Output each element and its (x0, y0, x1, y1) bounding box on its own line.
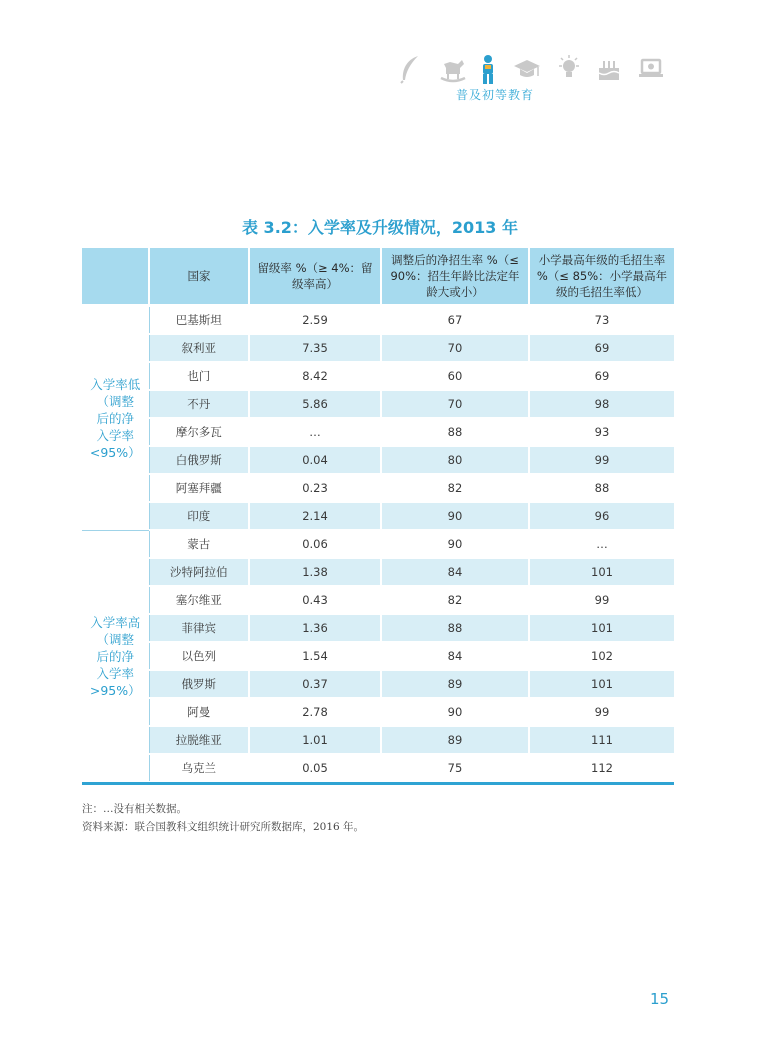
country-cell: 以色列 (149, 642, 249, 670)
country-cell: 不丹 (149, 390, 249, 418)
table-row (82, 586, 674, 614)
table-row (82, 530, 674, 558)
net-intake-rate-cell: 82 (381, 586, 529, 614)
table-header-row (82, 248, 674, 306)
group-label-line: 入学率 (96, 665, 134, 681)
table-row (82, 418, 674, 446)
gross-intake-cell: 93 (529, 418, 674, 446)
repetition-rate-cell: 2.59 (249, 306, 381, 335)
header-group-cell (82, 248, 149, 306)
repetition-rate-cell: 1.36 (249, 614, 381, 642)
repetition-rate-cell: 8.42 (249, 362, 381, 390)
repetition-rate-cell: 2.14 (249, 502, 381, 530)
table-row (82, 502, 674, 530)
country-cell: 阿曼 (149, 698, 249, 726)
net-intake-rate-cell: 90 (381, 698, 529, 726)
net-intake-rate-cell: 89 (381, 670, 529, 698)
gross-intake-cell: 88 (529, 474, 674, 502)
country-cell: 拉脱维亚 (149, 726, 249, 754)
laptop-icon (636, 54, 666, 84)
table-row (82, 698, 674, 726)
header-gross-intake-last-grade: 小学最高年级的毛招生率 %（≤ 85%：小学最高年级的毛招生率低） (529, 248, 674, 306)
cake-icon (596, 54, 622, 84)
group-label-line: 入学率低 (90, 376, 141, 392)
table-row (82, 726, 674, 754)
gross-intake-cell: 112 (529, 754, 674, 782)
table-row (82, 362, 674, 390)
repetition-rate-cell: … (249, 418, 381, 446)
table-title: 表 3.2：入学率及升级情况，2013 年 (241, 218, 519, 237)
header-net-intake-rate: 调整后的净招生率 %（≤ 90%：招生年龄比法定年龄大或小） (381, 248, 529, 306)
repetition-rate-cell: 2.78 (249, 698, 381, 726)
table-notes (82, 800, 364, 836)
net-intake-rate-cell: 88 (381, 418, 529, 446)
table-row (82, 474, 674, 502)
group-label-line: （调整 (96, 631, 134, 647)
group-label-line: 后的净 (96, 410, 134, 426)
repetition-rate-cell: 1.38 (249, 558, 381, 586)
gross-intake-cell: 99 (529, 586, 674, 614)
table-row (82, 390, 674, 418)
feather-icon (398, 54, 424, 84)
group-label (82, 530, 149, 782)
net-intake-rate-cell: 84 (381, 558, 529, 586)
net-intake-rate-cell: 67 (381, 306, 529, 335)
table-row (82, 754, 674, 782)
country-cell: 白俄罗斯 (149, 446, 249, 474)
net-intake-rate-cell: 80 (381, 446, 529, 474)
group-label-line: 后的净 (96, 648, 134, 664)
note-source: 资料来源：联合国教科文组织统计研究所数据库，2016 年。 (82, 821, 365, 833)
table-bottom-rule (82, 782, 674, 785)
gross-intake-cell: 98 (529, 390, 674, 418)
group-label (82, 306, 149, 531)
repetition-rate-cell: 1.54 (249, 642, 381, 670)
net-intake-rate-cell: 60 (381, 362, 529, 390)
table-row (82, 306, 674, 335)
page-number: 15 (650, 990, 670, 1008)
table-row (82, 614, 674, 642)
section-label: 普及初等教育 (455, 88, 534, 102)
note-missing-data: 注：…没有相关数据。 (82, 803, 187, 815)
country-cell: 阿塞拜疆 (149, 474, 249, 502)
gross-intake-cell: 69 (529, 334, 674, 362)
repetition-rate-cell: 0.06 (249, 530, 381, 558)
group-label-line: （调整 (96, 393, 134, 409)
enrollment-table (82, 248, 674, 783)
header-country: 国家 (149, 248, 249, 306)
graduation-cap-icon (512, 54, 542, 84)
gross-intake-cell: 99 (529, 698, 674, 726)
country-cell: 巴基斯坦 (149, 306, 249, 335)
gross-intake-cell: 73 (529, 306, 674, 335)
rocking-horse-icon (438, 54, 468, 84)
header-repetition-rate: 留级率 %（≥ 4%：留级率高） (249, 248, 381, 306)
repetition-rate-cell: 0.43 (249, 586, 381, 614)
net-intake-rate-cell: 70 (381, 390, 529, 418)
header-icon-strip (398, 54, 678, 88)
gross-intake-cell: 101 (529, 614, 674, 642)
gross-intake-cell: 102 (529, 642, 674, 670)
net-intake-rate-cell: 88 (381, 614, 529, 642)
gross-intake-cell: 101 (529, 558, 674, 586)
repetition-rate-cell: 0.04 (249, 446, 381, 474)
country-cell: 乌克兰 (149, 754, 249, 782)
country-cell: 摩尔多瓦 (149, 418, 249, 446)
table-row (82, 334, 674, 362)
country-cell: 俄罗斯 (149, 670, 249, 698)
repetition-rate-cell: 7.35 (249, 334, 381, 362)
gross-intake-cell: … (529, 530, 674, 558)
repetition-rate-cell: 5.86 (249, 390, 381, 418)
net-intake-rate-cell: 90 (381, 530, 529, 558)
country-cell: 塞尔维亚 (149, 586, 249, 614)
net-intake-rate-cell: 84 (381, 642, 529, 670)
table-row (82, 558, 674, 586)
country-cell: 菲律宾 (149, 614, 249, 642)
gross-intake-cell: 69 (529, 362, 674, 390)
table-row (82, 446, 674, 474)
repetition-rate-cell: 0.23 (249, 474, 381, 502)
table-row (82, 642, 674, 670)
repetition-rate-cell: 0.37 (249, 670, 381, 698)
country-cell: 叙利亚 (149, 334, 249, 362)
child-icon (478, 54, 498, 86)
net-intake-rate-cell: 75 (381, 754, 529, 782)
repetition-rate-cell: 0.05 (249, 754, 381, 782)
group-label-line: >95%） (89, 682, 141, 698)
gross-intake-cell: 111 (529, 726, 674, 754)
group-label-line: 入学率高 (90, 614, 141, 630)
gross-intake-cell: 99 (529, 446, 674, 474)
country-cell: 印度 (149, 502, 249, 530)
net-intake-rate-cell: 89 (381, 726, 529, 754)
lightbulb-icon (556, 54, 582, 84)
group-label-line: 入学率 (96, 427, 134, 443)
net-intake-rate-cell: 82 (381, 474, 529, 502)
country-cell: 也门 (149, 362, 249, 390)
table-row (82, 670, 674, 698)
net-intake-rate-cell: 90 (381, 502, 529, 530)
gross-intake-cell: 96 (529, 502, 674, 530)
gross-intake-cell: 101 (529, 670, 674, 698)
group-label-line: <95%） (89, 444, 141, 460)
country-cell: 沙特阿拉伯 (149, 558, 249, 586)
country-cell: 蒙古 (149, 530, 249, 558)
repetition-rate-cell: 1.01 (249, 726, 381, 754)
net-intake-rate-cell: 70 (381, 334, 529, 362)
